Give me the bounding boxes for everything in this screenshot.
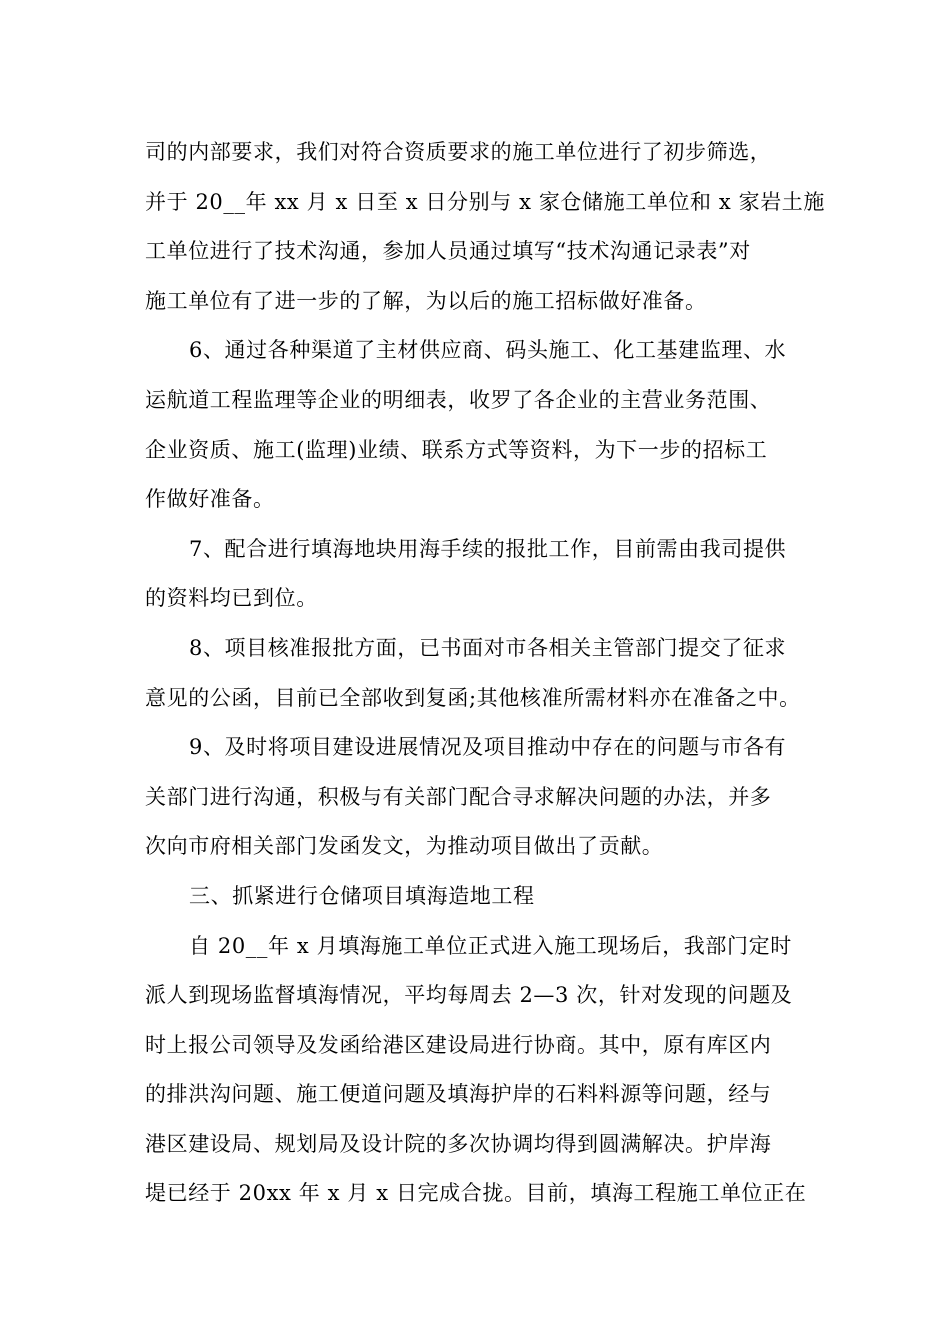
paragraph-8-line-1: 8、项目核准报批方面，已书面对市各相关主管部门提交了征求 <box>189 635 787 660</box>
paragraph-9-line-1: 9、及时将项目建设进展情况及项目推动中存在的问题与市各有 <box>189 735 787 760</box>
section-3-line-4: 的排洪沟问题、施工便道问题及填海护岸的石料料源等问题，经与 <box>145 1082 772 1107</box>
text-line-2: 并于 20__年 xx 月 x 日至 x 日分别与 x 家仓储施工单位和 x 家岩土施 <box>145 189 826 214</box>
text-line-4: 施工单位有了进一步的了解，为以后的施工招标做好准备。 <box>145 288 707 313</box>
paragraph-7-line-2: 的资料均已到位。 <box>145 586 318 611</box>
section-3-line-2: 派人到现场监督填海情况，平均每周去 2—3 次，针对发现的问题及 <box>145 983 793 1008</box>
section-heading-3: 三、抓紧进行仓储项目填海造地工程 <box>189 883 535 908</box>
paragraph-6-line-3: 企业资质、施工(监理)业绩、联系方式等资料，为下一步的招标工 <box>145 437 768 462</box>
section-3-line-3: 时上报公司领导及发函给港区建设局进行协商。其中，原有库区内 <box>145 1032 772 1057</box>
section-3-line-6: 堤已经于 20xx 年 x 月 x 日完成合拢。目前，填海工程施工单位正在 <box>145 1181 807 1206</box>
paragraph-6-line-2: 运航道工程监理等企业的明细表，收罗了各企业的主营业务范围、 <box>145 387 772 412</box>
section-3-line-1: 自 20__年 x 月填海施工单位正式进入施工现场后，我部门定时 <box>189 933 792 958</box>
text-line-3: 工单位进行了技术沟通，参加人员通过填写“技术沟通记录表”对 <box>145 239 751 264</box>
paragraph-7-line-1: 7、配合进行填海地块用海手续的报批工作，目前需由我司提供 <box>189 536 787 561</box>
paragraph-9-line-2: 关部门进行沟通，积极与有关部门配合寻求解决问题的办法，并多 <box>145 784 772 809</box>
document-body <box>145 128 826 1219</box>
paragraph-8-line-2: 意见的公函，目前已全部收到复函;其他核准所需材料亦在准备之中。 <box>145 685 801 710</box>
paragraph-6-line-4: 作做好准备。 <box>145 487 275 512</box>
paragraph-9-line-3: 次向市府相关部门发函发文，为推动项目做出了贡献。 <box>145 834 664 859</box>
text-line-1: 司的内部要求，我们对符合资质要求的施工单位进行了初步筛选， <box>145 140 772 164</box>
paragraph-6-line-1: 6、通过各种渠道了主材供应商、码头施工、化工基建监理、水 <box>189 338 787 363</box>
section-3-line-5: 港区建设局、规划局及设计院的多次协调均得到圆满解决。护岸海 <box>145 1131 772 1156</box>
